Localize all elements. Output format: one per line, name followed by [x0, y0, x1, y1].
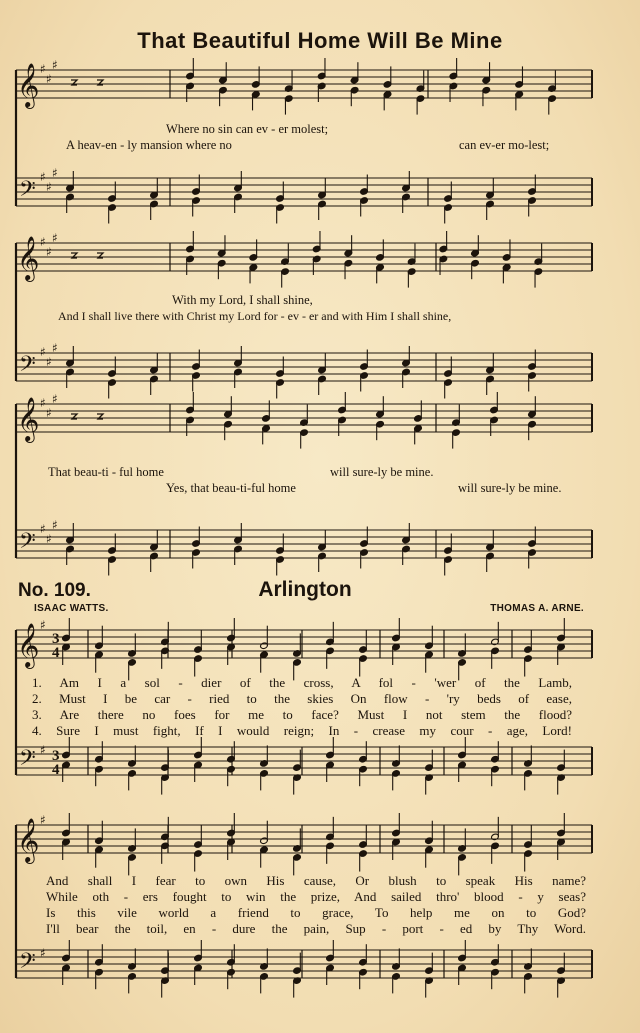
- note: [62, 737, 71, 759]
- note: [260, 948, 269, 970]
- note: [128, 770, 137, 791]
- note: [260, 973, 269, 994]
- note: [534, 268, 543, 288]
- note: [528, 549, 537, 569]
- note: [194, 850, 203, 872]
- staff: [16, 353, 592, 381]
- note: [458, 940, 467, 962]
- note: [161, 774, 170, 795]
- note: [344, 259, 353, 279]
- verse-line: 4. Sure I must fight, If I would reign; In - crease my cour - age, Lord!: [32, 723, 572, 738]
- note: [312, 255, 321, 275]
- note: [359, 968, 368, 989]
- note: [392, 745, 401, 767]
- note: [234, 368, 243, 388]
- svg-text:4: 4: [52, 762, 60, 778]
- note: [194, 940, 203, 962]
- note: [260, 770, 269, 791]
- note: [524, 630, 533, 654]
- note: [227, 765, 236, 786]
- note: [392, 948, 401, 970]
- note: [383, 91, 392, 111]
- note: [524, 745, 533, 767]
- note: [95, 968, 104, 989]
- time-signature: [52, 631, 60, 661]
- note: [402, 368, 411, 388]
- note: [318, 178, 327, 199]
- svg-text:♯: ♯: [46, 245, 52, 259]
- note: [186, 231, 195, 253]
- note: [217, 259, 226, 279]
- note: [360, 197, 369, 217]
- svg-text:♯: ♯: [40, 946, 46, 960]
- note: [318, 353, 327, 374]
- verse-line: 1. Am I a sol - dier of the cross, A fol - 'wer of the Lamb,: [32, 675, 572, 690]
- note: [108, 204, 117, 224]
- note: [194, 761, 203, 782]
- note: [95, 944, 104, 966]
- staff: [16, 530, 592, 558]
- note: [186, 416, 195, 436]
- note: [524, 973, 533, 994]
- note: [392, 770, 401, 791]
- note: [392, 838, 401, 860]
- note: [490, 392, 499, 414]
- note: [452, 405, 461, 427]
- note: [194, 964, 203, 985]
- words-credit: ISAAC WATTS.: [34, 603, 109, 614]
- note: [439, 231, 448, 253]
- note: [359, 825, 368, 849]
- note: [502, 264, 511, 284]
- note: [95, 765, 104, 786]
- note: [284, 95, 293, 115]
- note: [318, 530, 327, 551]
- svg-text:♯: ♯: [40, 743, 46, 757]
- note: [444, 379, 453, 399]
- note: [62, 643, 71, 665]
- note: [444, 204, 453, 224]
- note: [534, 244, 543, 266]
- note: [376, 264, 385, 284]
- note: [407, 268, 416, 288]
- note: [217, 235, 226, 257]
- svg-text:♯: ♯: [40, 235, 46, 249]
- note: [425, 626, 434, 650]
- lyric-line: can ev-er mo-lest;: [459, 138, 550, 152]
- svg-text:♯: ♯: [40, 522, 46, 536]
- lyric-line: Where no sin can ev - er molest;: [166, 122, 329, 136]
- lyric-line: That beau-ti - ful home: [48, 465, 164, 479]
- note: [471, 259, 480, 279]
- note: [557, 774, 566, 795]
- key-signature: [40, 618, 46, 632]
- verse-line: 3. Are there no foes for me to face? Must I not stem the flood?: [32, 707, 572, 722]
- hymn-title: Arlington: [258, 578, 352, 601]
- note: [161, 622, 170, 646]
- note: [249, 264, 258, 284]
- note: [491, 968, 500, 989]
- svg-text:♯: ♯: [40, 170, 46, 184]
- note: [528, 396, 537, 418]
- note: [350, 62, 359, 84]
- note: [227, 944, 236, 966]
- note: [449, 82, 458, 102]
- note: [402, 171, 411, 192]
- note: [194, 655, 203, 677]
- note: [528, 197, 537, 217]
- verse-line: I'll bear the toil, en - dure the pain, Sup - port - ed by Thy Word.: [46, 921, 586, 936]
- note: [194, 737, 203, 759]
- note: [194, 630, 203, 654]
- key-signature: [40, 392, 58, 420]
- note: [338, 416, 347, 436]
- treble-clef: 𝄞: [17, 63, 40, 107]
- note: [326, 737, 335, 759]
- bass-clef: 𝄢: [19, 949, 36, 979]
- svg-text:♯: ♯: [40, 618, 46, 632]
- svg-text:♯: ♯: [52, 58, 58, 72]
- key-signature: [40, 813, 46, 827]
- note: [281, 244, 290, 266]
- music-credit: THOMAS A. ARNE.: [490, 603, 584, 614]
- note: [66, 523, 75, 544]
- note: [62, 838, 71, 860]
- hymn-title: That Beautiful Home Will Be Mine: [137, 28, 503, 53]
- note: [486, 353, 495, 374]
- note: [260, 626, 269, 650]
- note: [260, 651, 269, 673]
- svg-text:♯: ♯: [40, 813, 46, 827]
- note: [482, 86, 491, 106]
- note: [95, 651, 104, 673]
- svg-text:♯: ♯: [46, 355, 52, 369]
- note: [281, 268, 290, 288]
- note: [186, 82, 195, 102]
- verse-line: Is this vile world a friend to grace, To help me on to God?: [46, 905, 586, 920]
- note: [66, 193, 75, 213]
- note: [260, 846, 269, 868]
- svg-text:♯: ♯: [46, 532, 52, 546]
- verse-line: While oth - ers fought to win the prize, And sailed thro' blood - y seas?: [46, 889, 586, 904]
- note: [62, 940, 71, 962]
- note: [227, 838, 236, 860]
- key-signature: [40, 518, 58, 546]
- note: [326, 940, 335, 962]
- note: [192, 372, 201, 392]
- note: [557, 643, 566, 665]
- svg-text:♯: ♯: [52, 166, 58, 180]
- note: [108, 556, 117, 576]
- note: [360, 549, 369, 569]
- note: [376, 396, 385, 418]
- svg-text:♯: ♯: [52, 341, 58, 355]
- note: [252, 91, 261, 111]
- note: [150, 200, 159, 220]
- note: [528, 372, 537, 392]
- note: [293, 977, 302, 998]
- note: [186, 58, 195, 80]
- note: [128, 948, 137, 970]
- note: [490, 416, 499, 436]
- note: [326, 817, 335, 841]
- note: [219, 62, 228, 84]
- note: [491, 622, 500, 646]
- staff: [16, 70, 592, 98]
- note: [95, 741, 104, 763]
- note: [548, 71, 557, 93]
- note: [359, 630, 368, 654]
- svg-text:♯: ♯: [52, 231, 58, 245]
- note: [326, 964, 335, 985]
- note: [392, 643, 401, 665]
- note: [66, 368, 75, 388]
- note: [458, 737, 467, 759]
- note: [407, 244, 416, 266]
- note: [482, 62, 491, 84]
- note: [486, 178, 495, 199]
- lyric-line: And I shall live there with Christ my Lord for - ev - er and with Him I shall shine,: [58, 309, 452, 323]
- key-signature: [40, 946, 46, 960]
- note: [194, 825, 203, 849]
- lyric-line: will sure-ly be mine.: [330, 465, 434, 479]
- staff: [16, 178, 592, 206]
- svg-text:3: 3: [52, 748, 60, 764]
- note: [186, 255, 195, 275]
- note: [262, 425, 271, 445]
- note: [528, 420, 537, 440]
- note: [224, 396, 233, 418]
- note: [458, 761, 467, 782]
- note: [95, 846, 104, 868]
- note: [425, 821, 434, 845]
- key-signature: [40, 743, 46, 757]
- note: [392, 973, 401, 994]
- note: [439, 255, 448, 275]
- note: [219, 86, 228, 106]
- note: [548, 95, 557, 115]
- note: [414, 425, 423, 445]
- note: [95, 821, 104, 845]
- note: [359, 765, 368, 786]
- note: [425, 774, 434, 795]
- note: [260, 745, 269, 767]
- bass-clef: 𝄢: [19, 177, 36, 207]
- note: [350, 86, 359, 106]
- note: [524, 825, 533, 849]
- treble-clef: 𝄞: [17, 623, 40, 667]
- note: [192, 549, 201, 569]
- note: [402, 545, 411, 565]
- note: [95, 626, 104, 650]
- note: [402, 193, 411, 213]
- staff: [16, 404, 592, 432]
- note: [150, 375, 159, 395]
- note: [276, 556, 285, 576]
- note: [416, 71, 425, 93]
- svg-text:♯: ♯: [52, 518, 58, 532]
- note: [557, 977, 566, 998]
- note: [300, 405, 309, 427]
- note: [486, 200, 495, 220]
- note: [234, 523, 243, 544]
- note: [317, 58, 326, 80]
- note: [128, 745, 137, 767]
- svg-text:♯: ♯: [40, 62, 46, 76]
- note: [491, 741, 500, 763]
- note: [491, 944, 500, 966]
- svg-text:♯: ♯: [40, 345, 46, 359]
- note: [66, 171, 75, 192]
- note: [224, 420, 233, 440]
- note: [150, 353, 159, 374]
- hymn-number: No. 109.: [18, 580, 91, 601]
- note: [227, 741, 236, 763]
- note: [458, 964, 467, 985]
- bass-clef: 𝄢: [19, 352, 36, 382]
- note: [234, 545, 243, 565]
- note: [524, 770, 533, 791]
- note: [150, 552, 159, 572]
- note: [486, 552, 495, 572]
- note: [234, 346, 243, 367]
- note: [524, 850, 533, 872]
- note: [128, 973, 137, 994]
- treble-clef: 𝄞: [17, 397, 40, 441]
- note: [326, 761, 335, 782]
- note: [338, 392, 347, 414]
- note: [402, 523, 411, 544]
- svg-text:♯: ♯: [40, 396, 46, 410]
- note: [161, 817, 170, 841]
- note: [425, 846, 434, 868]
- note: [318, 552, 327, 572]
- treble-clef: 𝄞: [17, 236, 40, 280]
- note: [515, 91, 524, 111]
- note: [524, 948, 533, 970]
- note: [293, 774, 302, 795]
- key-signature: [40, 341, 58, 369]
- note: [276, 379, 285, 399]
- note: [557, 838, 566, 860]
- note: [486, 530, 495, 551]
- note: [318, 375, 327, 395]
- note: [376, 420, 385, 440]
- note: [260, 821, 269, 845]
- svg-text:3: 3: [52, 631, 60, 647]
- note: [491, 765, 500, 786]
- key-signature: [40, 231, 58, 259]
- lyric-line: will sure-ly be mine.: [458, 481, 562, 495]
- note: [161, 977, 170, 998]
- note: [359, 741, 368, 763]
- note: [284, 71, 293, 93]
- note: [359, 850, 368, 872]
- note: [62, 964, 71, 985]
- note: [234, 171, 243, 192]
- note: [66, 545, 75, 565]
- note: [359, 655, 368, 677]
- note: [317, 82, 326, 102]
- note: [491, 817, 500, 841]
- note: [524, 655, 533, 677]
- note: [150, 178, 159, 199]
- lyric-line: A heav-en - ly mansion where no: [66, 138, 232, 152]
- svg-text:♯: ♯: [52, 392, 58, 406]
- note: [234, 193, 243, 213]
- note: [444, 556, 453, 576]
- note: [416, 95, 425, 115]
- note: [150, 530, 159, 551]
- bass-clef: 𝄢: [19, 746, 36, 776]
- note: [425, 651, 434, 673]
- svg-text:4: 4: [52, 645, 60, 661]
- note: [402, 346, 411, 367]
- key-signature: [40, 58, 58, 86]
- note: [227, 968, 236, 989]
- verse-line: And shall I fear to own His cause, Or blush to speak His name?: [46, 873, 586, 888]
- note: [326, 622, 335, 646]
- note: [344, 235, 353, 257]
- svg-text:♯: ♯: [46, 72, 52, 86]
- note: [360, 372, 369, 392]
- bass-clef: 𝄢: [19, 529, 36, 559]
- note: [62, 761, 71, 782]
- note: [312, 231, 321, 253]
- note: [425, 977, 434, 998]
- note: [300, 429, 309, 449]
- treble-clef: 𝄞: [17, 818, 40, 862]
- note: [318, 200, 327, 220]
- note: [276, 204, 285, 224]
- note: [186, 392, 195, 414]
- note: [452, 429, 461, 449]
- note: [486, 375, 495, 395]
- note: [359, 944, 368, 966]
- lyric-line: With my Lord, I shall shine,: [172, 293, 313, 307]
- note: [449, 58, 458, 80]
- lyric-line: Yes, that beau-ti-ful home: [166, 481, 296, 495]
- note: [471, 235, 480, 257]
- note: [108, 379, 117, 399]
- svg-text:♯: ♯: [46, 406, 52, 420]
- svg-text:♯: ♯: [46, 180, 52, 194]
- note: [227, 643, 236, 665]
- verse-line: 2. Must I be car - ried to the skies On flow - 'ry beds of ease,: [32, 691, 572, 706]
- note: [192, 197, 201, 217]
- time-signature: [52, 748, 60, 778]
- note: [66, 346, 75, 367]
- key-signature: [40, 166, 58, 194]
